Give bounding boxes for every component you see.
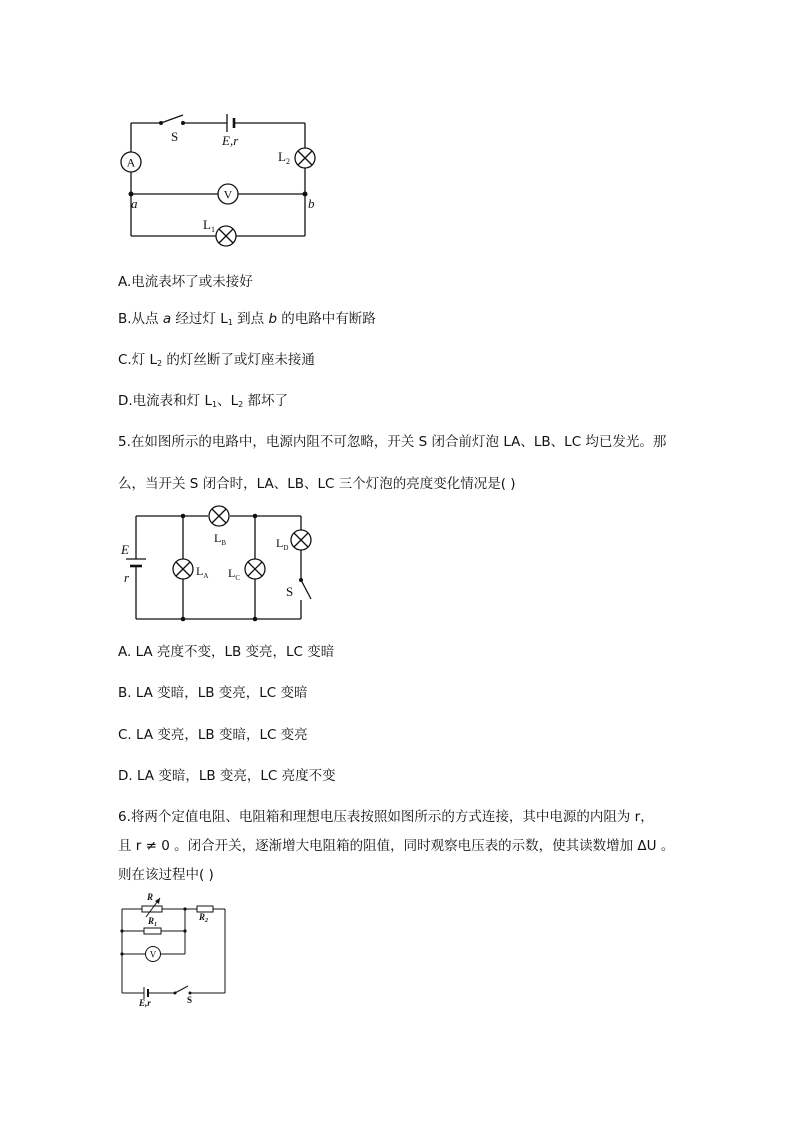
lamp-la-label: $L_A$: [196, 564, 209, 580]
ammeter-label: A: [126, 155, 136, 170]
node-a-label: a: [131, 196, 138, 211]
q5-stem-line1: 5.在如图所示的电路中，电源内阻不可忽略，开关 S 闭合前灯泡 LA、LB、LC 均已发光。那: [118, 434, 667, 450]
source-er-label: E,r: [139, 998, 151, 1008]
voltmeter-label: V: [223, 187, 233, 202]
q5-option-c: C. LA 变亮，LB 变暗，LC 变亮: [118, 727, 308, 743]
q6-stem-line1: 6.将两个定值电阻、电阻箱和理想电压表按照如图所示的方式连接，其中电源的内阻为 r，: [118, 809, 654, 825]
source-r-label: r: [124, 570, 130, 585]
q4-option-d: D.电流表和灯 $L_1$、$L_2$ 都坏了: [118, 393, 289, 409]
q4-option-c: C.灯 $L_2$ 的灯丝断了或灯座未接通: [118, 352, 315, 368]
lamp-l1-label: $L_1$: [203, 217, 215, 234]
q6-stem-line2: 且 r ≠ 0 。闭合开关，逐渐增大电阻箱的阻值，同时观察电压表的示数，使其读数增加 ΔU 。: [118, 838, 675, 854]
circuit-figure-2: [118, 502, 323, 627]
lamp-ld-label: $L_D$: [276, 536, 289, 552]
q5-option-a: A. LA 亮度不变，LB 变亮，LC 变暗: [118, 644, 335, 660]
switch-s-label: S: [286, 584, 294, 599]
q5-stem-line2: 么，当开关 S 闭合时，LA、LB、LC 三个灯泡的亮度变化情况是( ): [118, 476, 516, 492]
r2-label: $R_2$: [199, 912, 209, 924]
circuit-figure-1: [115, 108, 330, 248]
lamp-lc-label: $L_C$: [228, 566, 241, 582]
q5-option-d: D. LA 变暗，LB 变亮，LC 亮度不变: [118, 768, 336, 784]
circuit-figure-3: [115, 890, 235, 1008]
lamp-lb-label: $L_B$: [214, 531, 227, 547]
node-b-label: b: [308, 196, 315, 211]
source-label: E,r: [222, 133, 239, 148]
source-e-label: E: [121, 542, 129, 557]
rheostat-r-label: R: [147, 892, 154, 902]
q6-stem-line3: 则在该过程中( ): [118, 867, 214, 883]
switch-label: S: [171, 129, 179, 144]
lamp-l2-label: $L_2$: [278, 149, 290, 166]
voltmeter-v-label: V: [149, 949, 157, 960]
q4-option-b: B.从点 a 经过灯 $L_1$ 到点 b 的电路中有断路: [118, 311, 376, 327]
q4-option-a: A.电流表坏了或未接好: [118, 274, 253, 290]
switch-s3-label: S: [187, 995, 193, 1005]
q5-option-b: B. LA 变暗，LB 变亮，LC 变暗: [118, 685, 308, 701]
r1-label: $R_1$: [148, 916, 158, 928]
